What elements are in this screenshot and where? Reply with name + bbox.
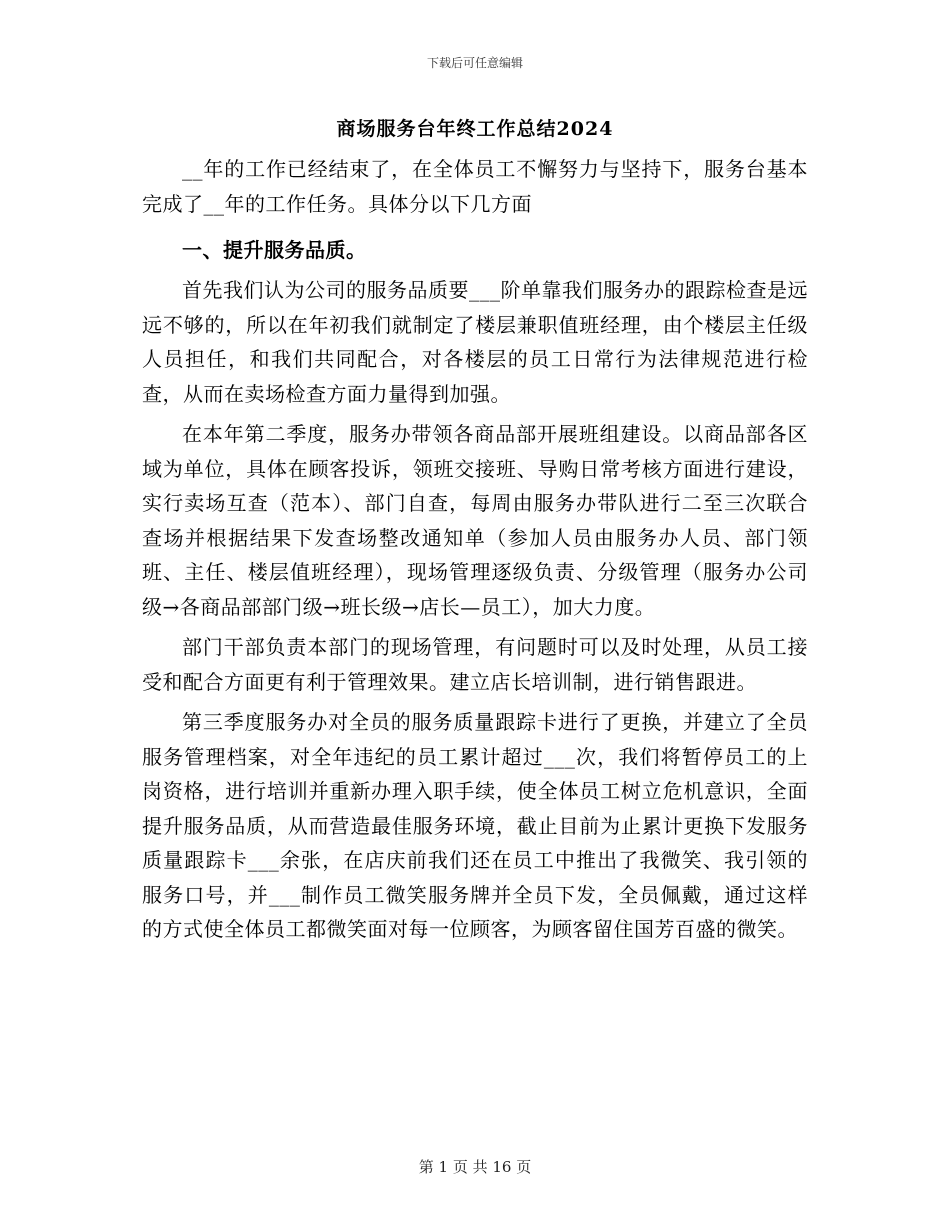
paragraph-3: 部门干部负责本部门的现场管理，有问题时可以及时处理，从员工接受和配合方面更有利于管理效果。建立店长培训制，进行销售跟进。 xyxy=(142,635,808,694)
paragraph-2: 在本年第二季度，服务办带领各商品部开展班组建设。以商品部各区域为单位，具体在顾客投诉，领班交接班、导购日常考核方面进行建设，实行卖场互查（范本）、部门自查，每周由服务办带队进行二至三次联合查场并根据结果下发查场整改通知单（参加人员由服务办人员、部门领班、主任、楼层值班经理），现场管理逐级负责、分级管理（服务办公司级→各商品部部门级→班长级→店长—员工），加大力度。 xyxy=(142,422,808,619)
document-body xyxy=(142,152,808,947)
intro-paragraph: __年的工作已经结束了，在全体员工不懈努力与坚持下，服务台基本完成了__年的工作任务。具体分以下几方面 xyxy=(142,157,808,216)
section-heading-1: 一、提升服务品质。 xyxy=(182,238,367,262)
header-note: 下载后可任意编辑 xyxy=(426,56,523,70)
paragraph-4: 第三季度服务办对全员的服务质量跟踪卡进行了更换，并建立了全员服务管理档案，对全年违纪的员工累计超过___次，我们将暂停员工的上岗资格，进行培训并重新办理入职手续，使全体员工树立危机意识，全面提升服务品质，从而营造最佳服务环境，截止目前为止累计更换下发服务质量跟踪卡___余张，在店庆前我们还在员工中推出了我微笑、我引领的服务口号，并___制作员工微笑服务牌并全员下发，全员佩戴，通过这样的方式使全体员工都微笑面对每一位顾客，为顾客留住国芳百盛的微笑。 xyxy=(142,710,808,941)
page-footer: 第 1 页 共 16 页 xyxy=(418,1158,532,1176)
paragraph-1: 首先我们认为公司的服务品质要___阶单靠我们服务办的跟踪检查是远远不够的，所以在年初我们就制定了楼层兼职值班经理，由个楼层主任级人员担任，和我们共同配合，对各楼层的员工日常行为法律规范进行检查，从而在卖场检查方面力量得到加强。 xyxy=(142,278,808,406)
document-title: 商场服务台年终工作总结2024 xyxy=(336,118,614,140)
